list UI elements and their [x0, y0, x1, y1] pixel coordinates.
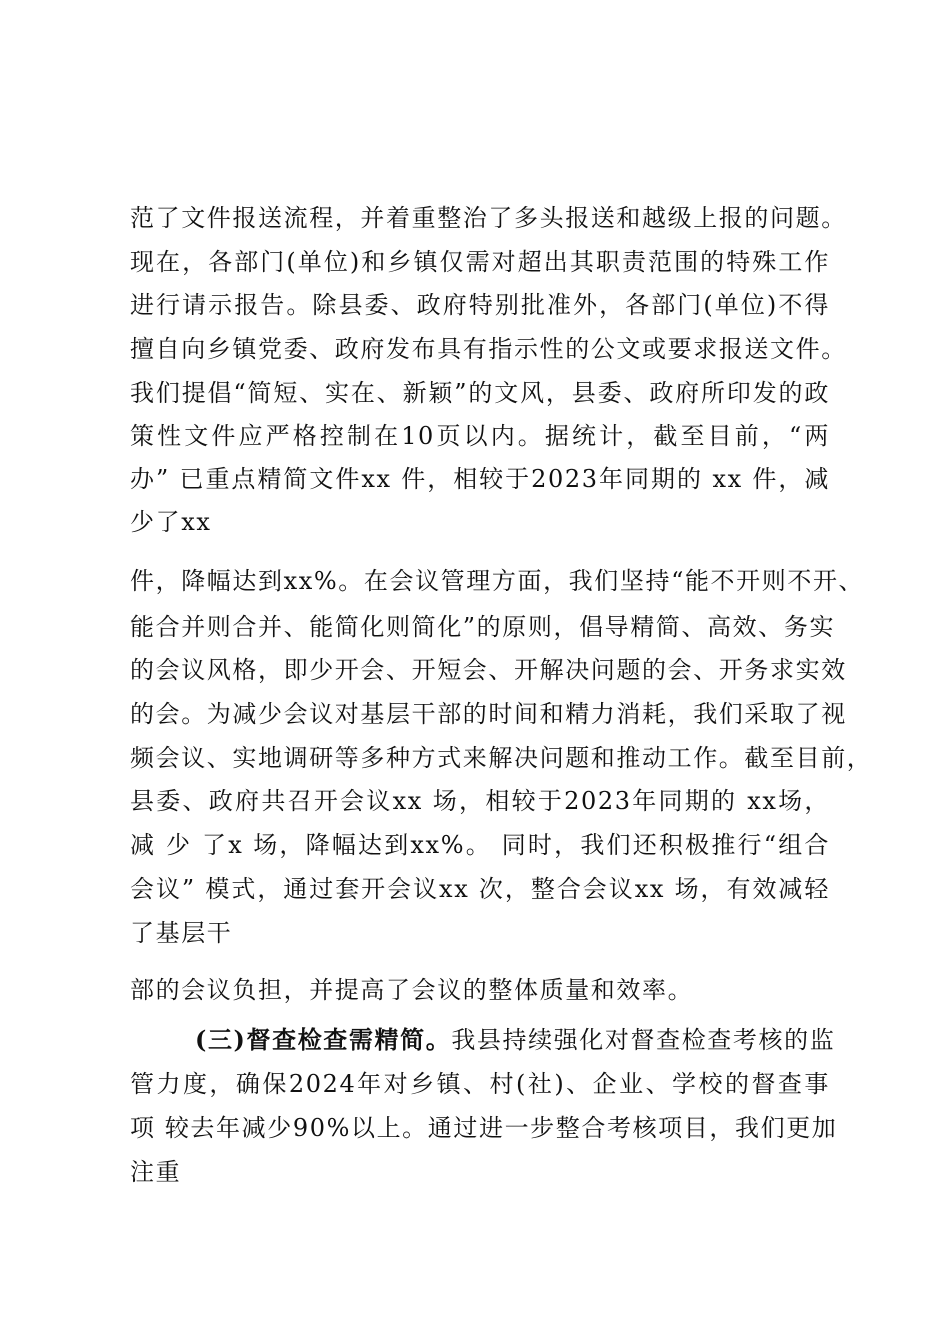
text-line: 了基层干 [130, 919, 233, 947]
text-line: 办” 已重点精简文件xx 件，相较于2023年同期的 xx 件，减 [130, 465, 830, 493]
text-line: 件，降幅达到xx%。在会议管理方面，我们坚持“能不开则不开、 [130, 567, 865, 595]
text-line: 少了xx [130, 508, 212, 536]
text-line: 的会。为减少会议对基层干部的时间和精力消耗，我们采取了视 [130, 700, 847, 728]
text-line: 的会议风格，即少开会、开短会、开解决问题的会、开务求实效 [130, 656, 847, 684]
text-line: 进行请示报告。除县委、政府特别批准外，各部门(单位)不得 [130, 291, 830, 319]
text-line: 会议” 模式，通过套开会议xx 次，整合会议xx 场，有效减轻 [130, 875, 830, 903]
text-line: 我们提倡“简短、实在、新颖”的文风，县委、政府所印发的政 [130, 379, 830, 407]
text-line: 部的会议负担，并提高了会议的整体质量和效率。 [130, 976, 694, 1004]
text-line: 范了文件报送流程，并着重整治了多头报送和越级上报的问题。 [130, 204, 847, 232]
section-heading-rest: 我县持续强化对督查检查考核的监 [451, 1026, 836, 1054]
text-line: 擅自向乡镇党委、政府发布具有指示性的公文或要求报送文件。 [130, 335, 847, 363]
text-line: 管力度，确保2024年对乡镇、村(社)、企业、学校的督查事 [130, 1070, 830, 1098]
section-heading: (三)督查检查需精简。 [195, 1025, 452, 1054]
text-line: 减 少 了x 场，降幅达到xx%。 同时，我们还积极推行“组合 [130, 831, 830, 859]
text-line: 策性文件应严格控制在10页以内。据统计，截至目前，“两 [130, 422, 830, 450]
text-line: 县委、政府共召开会议xx 场，相较于2023年同期的 xx场， [130, 787, 830, 815]
text-line: 能合并则合并、能简化则简化”的原则，倡导精简、高效、务实 [130, 613, 836, 641]
text-line: 项 较去年减少90%以上。通过进一步整合考核项目，我们更加 [130, 1114, 838, 1142]
text-line: 注重 [130, 1158, 182, 1186]
section-heading-line [195, 1025, 836, 1055]
text-line: 现在，各部门(单位)和乡镇仅需对超出其职责范围的特殊工作 [130, 248, 830, 276]
text-line: 频会议、实地调研等多种方式来解决问题和推动工作。截至目前， [130, 744, 873, 772]
